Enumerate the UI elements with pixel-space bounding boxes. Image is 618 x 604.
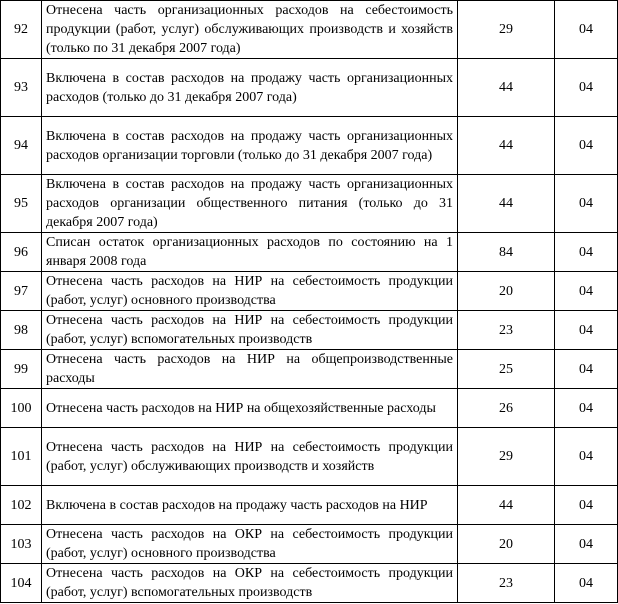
row-description: Включена в состав расходов на продажу часть организационных расходов организации общественного питания (только до 31 декабря 2007 года) (42, 175, 458, 233)
row-description: Отнесена часть расходов на ОКР на себестоимость продукции (работ, услуг) основного производства (42, 525, 458, 564)
table-row (1, 389, 618, 428)
row-number: 99 (1, 350, 42, 389)
table-row (1, 486, 618, 525)
row-description: Отнесена часть расходов на ОКР на себестоимость продукции (работ, услуг) вспомогательных производств (42, 564, 458, 603)
table-row (1, 175, 618, 233)
credit-account: 04 (555, 1, 618, 59)
row-number: 92 (1, 1, 42, 59)
credit-account: 04 (555, 428, 618, 486)
row-description: Включена в состав расходов на продажу часть расходов на НИР (42, 486, 458, 525)
table-row (1, 311, 618, 350)
row-description: Отнесена часть расходов на НИР на общехозяйственные расходы (42, 389, 458, 428)
debit-account: 44 (458, 59, 555, 117)
debit-account: 84 (458, 233, 555, 272)
row-number: 98 (1, 311, 42, 350)
credit-account: 04 (555, 486, 618, 525)
row-number: 104 (1, 564, 42, 603)
row-number: 100 (1, 389, 42, 428)
row-number: 97 (1, 272, 42, 311)
table-row (1, 350, 618, 389)
row-description: Отнесена часть организационных расходов на себестоимость продукции (работ, услуг) обслуживающих производств и хозяйств (только по 31 декабря 2007 года) (42, 1, 458, 59)
credit-account: 04 (555, 272, 618, 311)
table-row (1, 1, 618, 59)
row-number: 103 (1, 525, 42, 564)
table-row (1, 525, 618, 564)
debit-account: 26 (458, 389, 555, 428)
credit-account: 04 (555, 233, 618, 272)
row-description: Отнесена часть расходов на НИР на себестоимость продукции (работ, услуг) вспомогательных производств (42, 311, 458, 350)
row-description: Отнесена часть расходов на НИР на общепроизводственные расходы (42, 350, 458, 389)
row-description: Списан остаток организационных расходов по состоянию на 1 января 2008 года (42, 233, 458, 272)
debit-account: 20 (458, 272, 555, 311)
credit-account: 04 (555, 350, 618, 389)
table-row (1, 428, 618, 486)
debit-account: 20 (458, 525, 555, 564)
row-number: 101 (1, 428, 42, 486)
row-description: Отнесена часть расходов на НИР на себестоимость продукции (работ, услуг) обслуживающих производств и хозяйств (42, 428, 458, 486)
row-number: 94 (1, 117, 42, 175)
row-description: Отнесена часть расходов на НИР на себестоимость продукции (работ, услуг) основного производства (42, 272, 458, 311)
debit-account: 44 (458, 117, 555, 175)
credit-account: 04 (555, 175, 618, 233)
table-row (1, 117, 618, 175)
credit-account: 04 (555, 389, 618, 428)
row-number: 95 (1, 175, 42, 233)
debit-account: 29 (458, 1, 555, 59)
debit-account: 44 (458, 175, 555, 233)
debit-account: 23 (458, 311, 555, 350)
credit-account: 04 (555, 525, 618, 564)
credit-account: 04 (555, 117, 618, 175)
table-row (1, 233, 618, 272)
credit-account: 04 (555, 59, 618, 117)
row-number: 93 (1, 59, 42, 117)
debit-account: 23 (458, 564, 555, 603)
row-description: Включена в состав расходов на продажу часть организационных расходов организации торговли (только до 31 декабря 2007 года) (42, 117, 458, 175)
debit-account: 25 (458, 350, 555, 389)
table-row (1, 59, 618, 117)
debit-account: 44 (458, 486, 555, 525)
row-number: 102 (1, 486, 42, 525)
credit-account: 04 (555, 564, 618, 603)
credit-account: 04 (555, 311, 618, 350)
debit-account: 29 (458, 428, 555, 486)
table-row (1, 564, 618, 603)
row-number: 96 (1, 233, 42, 272)
table-row (1, 272, 618, 311)
row-description: Включена в состав расходов на продажу часть организационных расходов (только до 31 декабря 2007 года) (42, 59, 458, 117)
